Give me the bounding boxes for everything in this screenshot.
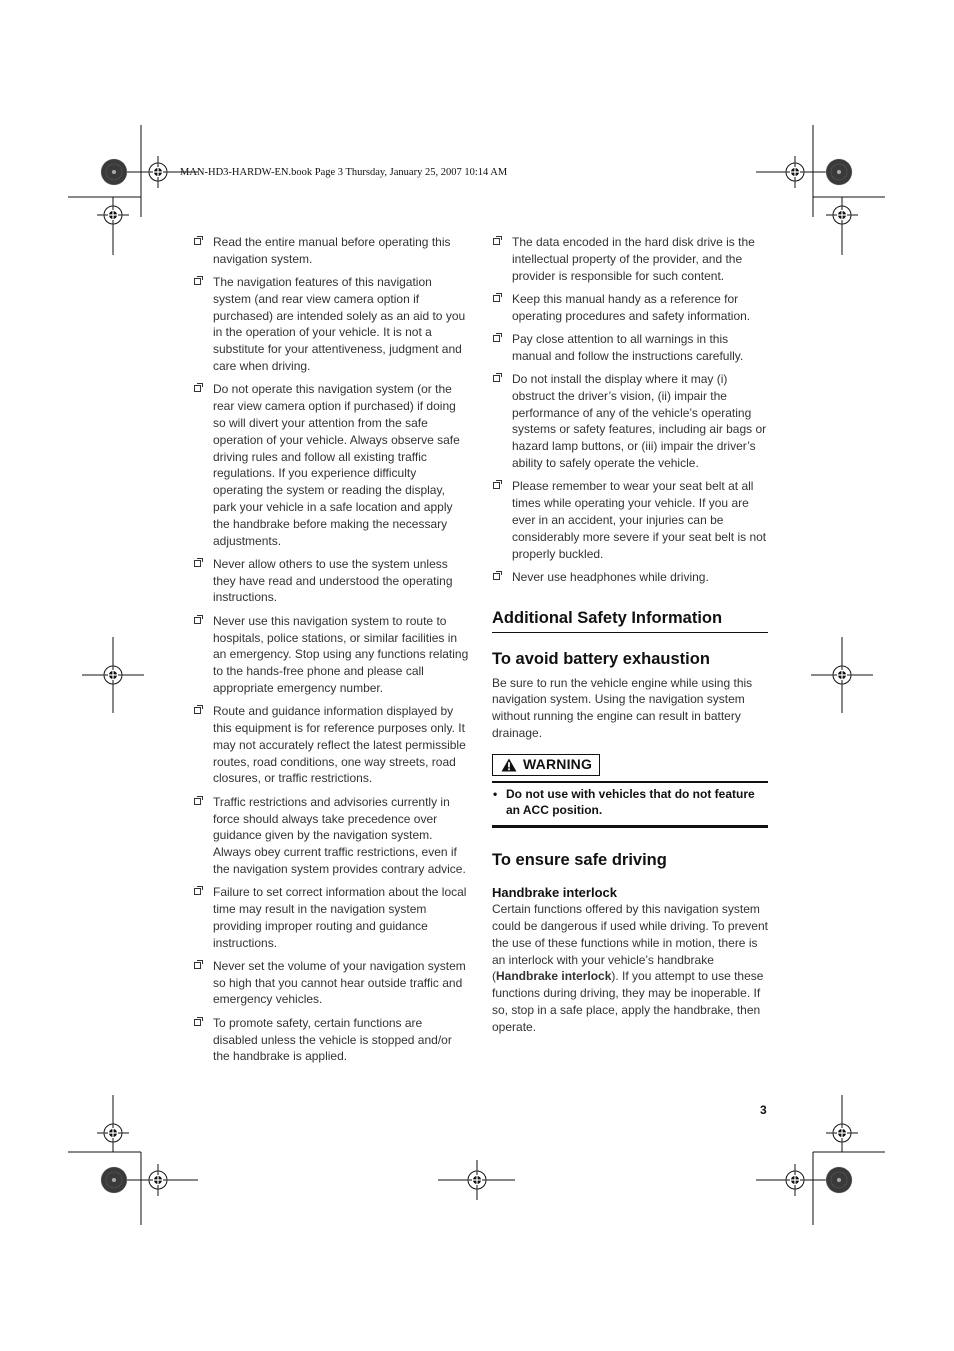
handbrake-paragraph xyxy=(492,901,768,1035)
safety-item-text: Traffic restrictions and advisories currently in force should always take precedence over guidance given by the navigation system. Always obey current traffic restrictions, even if the navigation system provides contrary advice. xyxy=(213,794,466,876)
checkbox-bullet-icon xyxy=(194,707,201,714)
safety-item-text: Pay close attention to all warnings in this manual and follow the instructions carefully. xyxy=(512,331,744,363)
safety-item-text: Keep this manual handy as a reference for operating procedures and safety information. xyxy=(512,291,751,323)
safety-item xyxy=(492,478,768,562)
safe-driving-heading: To ensure safe driving xyxy=(492,851,667,870)
safety-item xyxy=(193,884,469,951)
checkbox-bullet-icon xyxy=(493,375,500,382)
checkbox-bullet-icon xyxy=(493,335,500,342)
safety-item xyxy=(193,703,469,787)
checkbox-bullet-icon xyxy=(194,278,201,285)
safety-item-text: To promote safety, certain functions are disabled unless the vehicle is stopped and/or the handbrake is applied. xyxy=(213,1015,452,1064)
checkbox-bullet-icon xyxy=(194,798,201,805)
checkbox-bullet-icon xyxy=(194,1019,201,1026)
warning-box xyxy=(492,754,768,828)
bullet-dot: • xyxy=(493,786,498,801)
checkbox-bullet-icon xyxy=(493,295,500,302)
checkbox-bullet-icon xyxy=(493,482,500,489)
warning-item xyxy=(492,786,768,820)
safety-item xyxy=(193,381,469,549)
print-header: MAN-HD3-HARDW-EN.book Page 3 Thursday, January 25, 2007 10:14 AM xyxy=(180,167,508,178)
warning-body xyxy=(492,781,768,829)
warning-label xyxy=(492,754,600,776)
safety-item xyxy=(193,794,469,878)
safety-item xyxy=(492,234,768,284)
checkbox-bullet-icon xyxy=(194,385,201,392)
safety-item xyxy=(193,234,469,268)
handbrake-text-after: ). If you attempt to use these functions during driving, they may be inoperable. If so, stop in a safe place, apply the handbrake, then operate. xyxy=(492,969,764,1034)
warning-text: Do not use with vehicles that do not feature an ACC position. xyxy=(506,786,755,818)
battery-paragraph: Be sure to run the vehicle engine while using this navigation system. Using the navigation system without running the engine can result in battery drainage. xyxy=(492,675,753,741)
safety-item-text: Read the entire manual before operating this navigation system. xyxy=(213,235,451,266)
safety-item xyxy=(193,274,469,375)
checkbox-bullet-icon xyxy=(194,560,201,567)
checkbox-bullet-icon xyxy=(194,238,201,245)
safety-item xyxy=(492,371,768,472)
handbrake-text-before: Certain functions offered by this navigation system could be dangerous if used while driving. To prevent the use of these functions while in motion, there is an interlock with your vehicle’s handbrake ( xyxy=(492,902,768,984)
checkbox-bullet-icon xyxy=(493,573,500,580)
safety-item-text: Please remember to wear your seat belt at all times while operating your vehicle. If you are ever in an accident, your injuries can be considerably more severe if your seat belt is not properly buckled. xyxy=(512,479,767,561)
safety-item-text: Route and guidance information displayed by this equipment is for reference purposes only. It may not accurately reflect the latest permissible routes, road conditions, one way streets, road closures, or traffic restrictions. xyxy=(213,704,466,786)
safety-item xyxy=(193,556,469,606)
left-column xyxy=(193,234,469,1072)
safety-item-text: The data encoded in the hard disk drive is the intellectual property of the provider, and the provider is responsible for such content. xyxy=(512,235,755,283)
safety-item xyxy=(193,958,469,1008)
safety-item-text: Never use headphones while driving. xyxy=(512,569,709,584)
right-column xyxy=(492,234,768,1036)
safety-item xyxy=(193,613,469,697)
checkbox-bullet-icon xyxy=(493,238,500,245)
safety-item-text: Do not install the display where it may (i) obstruct the driver’s vision, (ii) impair the performance of any of the vehicle’s operating systems or safety features, including air bags or hazard lamp buttons, or (iii) impair the driver’s ability to safely operate the vehicle. xyxy=(512,372,767,471)
handbrake-heading: Handbrake interlock xyxy=(492,885,617,901)
safety-item-text: Do not operate this navigation system (or the rear view camera option if purchased) if doing so will divert your attention from the safe operation of your vehicle. Always observe safe driving rules and follow all existing traffic regulations. If you experience difficulty operating the system or reading the display, park your vehicle in a safe location and apply the handbrake before making the necessary adjustments. xyxy=(213,382,460,548)
safety-item xyxy=(492,291,768,325)
safety-item-text: Never allow others to use the system unless they have read and understood the operating instructions. xyxy=(213,556,453,605)
warning-label-text: WARNING xyxy=(523,756,593,773)
section-title: Additional Safety Information xyxy=(492,608,768,633)
safety-item-text: Never set the volume of your navigation system so high that you cannot hear outside traffic and emergency vehicles. xyxy=(213,958,466,1007)
battery-heading: To avoid battery exhaustion xyxy=(492,649,710,668)
checkbox-bullet-icon xyxy=(194,617,201,624)
safety-item xyxy=(492,331,768,365)
checkbox-bullet-icon xyxy=(194,888,201,895)
warning-triangle-icon xyxy=(501,758,517,772)
safety-item xyxy=(193,1015,469,1065)
page-number: 3 xyxy=(760,1103,767,1117)
safety-item-text: The navigation features of this navigation system (and rear view camera option if purchased) are intended solely as an aid to you in the operation of your vehicle. It is not a substitute for your attentiveness, judgment and care when driving. xyxy=(213,275,466,374)
safety-item-text: Failure to set correct information about the local time may result in the navigation system providing improper routing and guidance instructions. xyxy=(213,885,467,950)
checkbox-bullet-icon xyxy=(194,962,201,969)
safety-item xyxy=(492,569,768,586)
handbrake-interlock-term: Handbrake interlock xyxy=(496,969,612,984)
safety-item-text: Never use this navigation system to route to hospitals, police stations, or similar facilities in an emergency. Stop using any functions relating to the hands-free phone and please call appropriate emergency number. xyxy=(213,613,469,695)
